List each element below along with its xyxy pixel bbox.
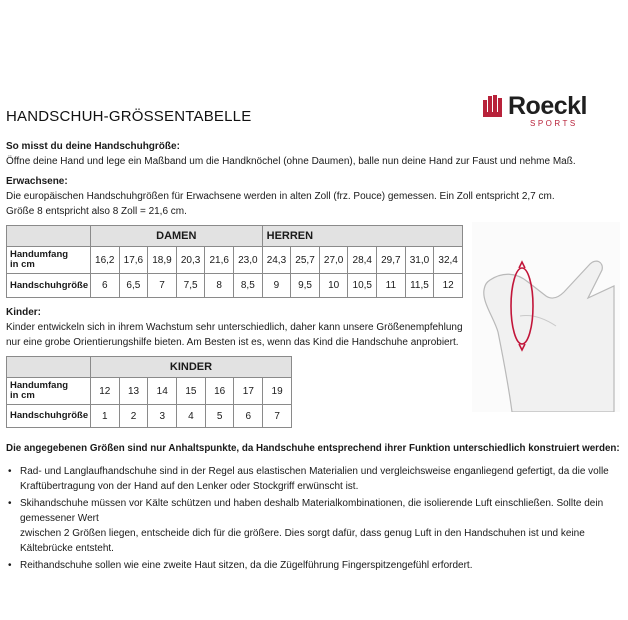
size-cell: 9,5 (291, 274, 320, 298)
adults-line-1: Die europäischen Handschuhgrößen für Erwachsene werden in alten Zoll (frz. Pouce) gemessen. Ein Zoll entspricht 2,7 cm. (6, 191, 555, 202)
circumference-cell: 23,0 (234, 247, 263, 274)
row-label-size: Handschuhgröße (7, 274, 91, 298)
size-cell: 11 (377, 274, 406, 298)
size-cell: 7,5 (176, 274, 205, 298)
bullet-icon: • (8, 466, 12, 477)
adults-heading: Erwachsene: (6, 176, 68, 187)
circumference-cell: 12 (90, 378, 119, 405)
list-item (6, 558, 626, 573)
hand-measuring-illustration (472, 222, 620, 412)
size-cell: 6,5 (119, 274, 148, 298)
circumference-cell: 15 (177, 378, 206, 405)
measure-text: Öffne deine Hand und lege ein Maßband um die Handknöchel (ohne Daumen), balle nun deine Hand zur Faust und nehme Maß. (6, 156, 576, 167)
kids-size-table (6, 356, 292, 428)
circumference-cell: 29,7 (377, 247, 406, 274)
brand-logo (482, 92, 622, 132)
glove-logo-icon (482, 94, 504, 118)
circumference-cell: 18,9 (148, 247, 177, 274)
circumference-cell: 16,2 (90, 247, 119, 274)
list-item-text: Skihandschuhe müssen vor Kälte schützen und haben deshalb Materialkombinationen, die isolierende Luft einschließen. Sollte dein gemessener Wert (20, 498, 604, 524)
circumference-cell: 27,0 (319, 247, 348, 274)
size-cell: 7 (263, 405, 292, 428)
circumference-cell: 21,6 (205, 247, 234, 274)
circumference-cell: 20,3 (176, 247, 205, 274)
kids-line-2: nur eine grobe Orientierungshilfe bieten. Am Besten ist es, wenn das Kind die Handschuhe anprobiert. (6, 337, 459, 348)
circumference-cell: 31,0 (405, 247, 434, 274)
circumference-cell: 25,7 (291, 247, 320, 274)
circumference-cell: 17,6 (119, 247, 148, 274)
size-cell: 8,5 (234, 274, 263, 298)
circumference-cell: 28,4 (348, 247, 377, 274)
list-item-text: zwischen 2 Größen liegen, entscheide dich für die größere. Dies sorgt dafür, dass genug Luft in den Handschuhen ist und keine Kältebrücke entsteht. (20, 528, 585, 554)
adult-size-table (6, 225, 463, 298)
size-cell: 4 (177, 405, 206, 428)
size-cell: 12 (434, 274, 463, 298)
size-cell: 6 (90, 274, 119, 298)
row-label-size: Handschuhgröße (7, 405, 91, 428)
circumference-cell: 17 (234, 378, 263, 405)
size-cell: 2 (119, 405, 148, 428)
size-cell: 10,5 (348, 274, 377, 298)
row-label-unit: in cm (10, 390, 35, 401)
table-corner (7, 357, 91, 378)
page-title: HANDSCHUH-GRÖSSENTABELLE (6, 108, 252, 125)
list-item-text: Rad- und Langlaufhandschuhe sind in der Regel aus elastischen Materialien und vergleichsweise enganliegend gefertigt, da die volle (20, 466, 609, 477)
brand-name: Roeckl (508, 92, 587, 120)
bullet-icon: • (8, 560, 12, 571)
row-label-circumference (7, 378, 91, 405)
size-cell: 1 (90, 405, 119, 428)
circumference-cell: 32,4 (434, 247, 463, 274)
circumference-cell: 19 (263, 378, 292, 405)
circumference-cell: 13 (119, 378, 148, 405)
group-header-herren: HERREN (262, 226, 462, 247)
brand-sub: SPORTS (530, 119, 578, 128)
size-cell: 7 (148, 274, 177, 298)
table-corner (7, 226, 91, 247)
size-cell: 3 (148, 405, 177, 428)
list-item (6, 464, 626, 494)
kids-line-1: Kinder entwickeln sich in ihrem Wachstum sehr unterschiedlich, daher kann unsere Größenempfehlung (6, 322, 463, 333)
size-cell: 11,5 (405, 274, 434, 298)
size-cell: 10 (319, 274, 348, 298)
size-cell: 6 (234, 405, 263, 428)
row-label-unit: in cm (10, 259, 35, 270)
group-header-kinder: KINDER (90, 357, 291, 378)
adults-line-2: Größe 8 entspricht also 8 Zoll = 21,6 cm. (6, 206, 187, 217)
row-label-line: Handumfang (10, 249, 69, 260)
notes-heading: Die angegebenen Größen sind nur Anhaltspunkte, da Handschuhe entsprechend ihrer Funktion unterschiedlich konstruiert werden: (6, 443, 620, 454)
circumference-cell: 16 (205, 378, 234, 405)
bullet-icon: • (8, 498, 12, 509)
row-label-circumference (7, 247, 91, 274)
list-item (6, 496, 626, 556)
group-header-damen: DAMEN (90, 226, 262, 247)
list-item-text: Reithandschuhe sollen wie eine zweite Haut sitzen, da die Zügelführung Fingerspitzengefühl erfordert. (20, 560, 473, 571)
notes-list (6, 464, 626, 575)
list-item-text: Kraftübertragung von der Hand auf den Lenker oder Stockgriff erwünscht ist. (20, 481, 359, 492)
circumference-cell: 14 (148, 378, 177, 405)
size-cell: 8 (205, 274, 234, 298)
kids-heading: Kinder: (6, 307, 41, 318)
row-label-line: Handumfang (10, 380, 69, 391)
circumference-cell: 24,3 (262, 247, 291, 274)
measure-heading: So misst du deine Handschuhgröße: (6, 141, 180, 152)
size-cell: 9 (262, 274, 291, 298)
size-cell: 5 (205, 405, 234, 428)
